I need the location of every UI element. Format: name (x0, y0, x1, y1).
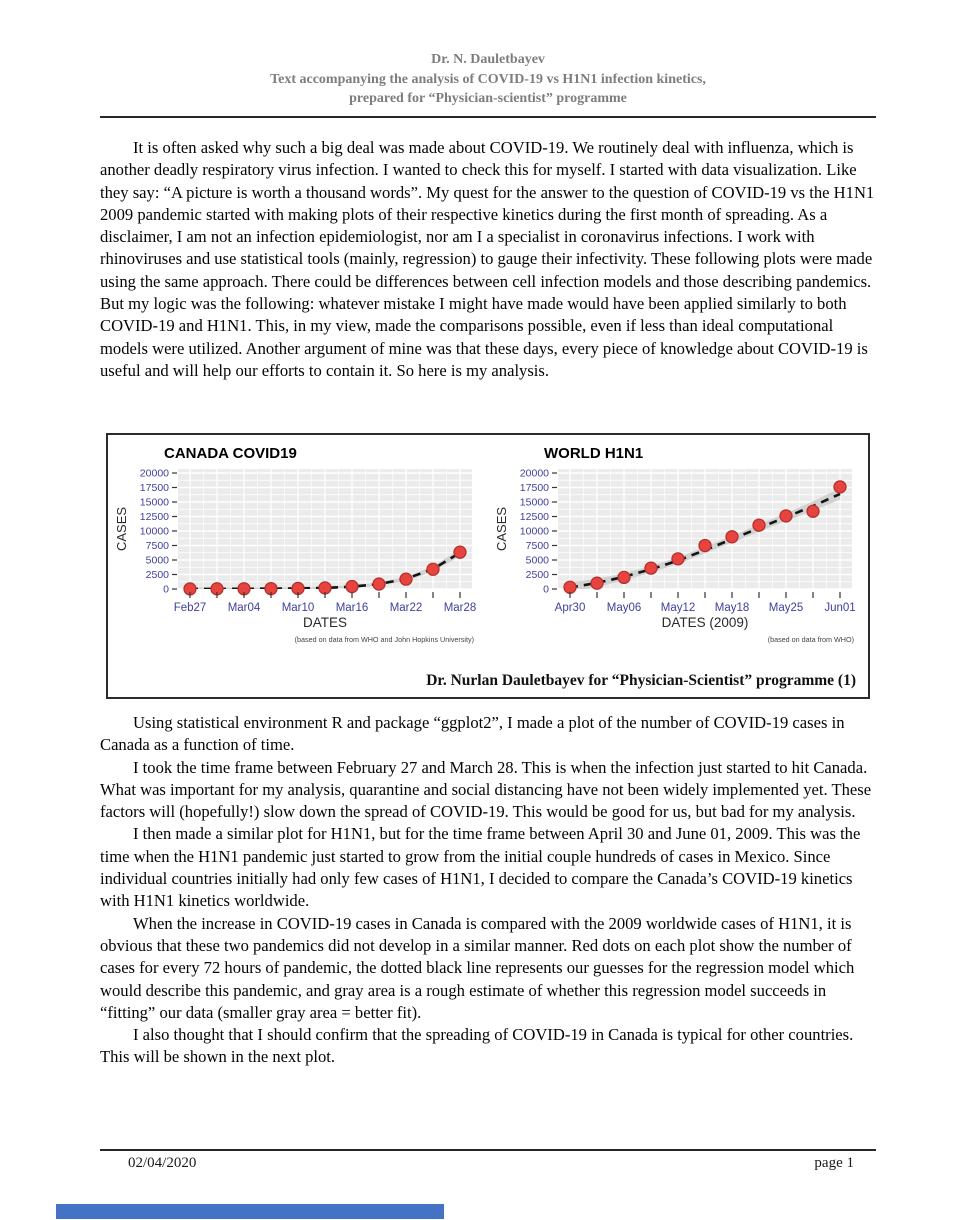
data-point (645, 562, 657, 574)
y-tick-label: 12500 (519, 511, 549, 523)
figure-box (106, 433, 870, 699)
chart-canada-covid19 (114, 443, 482, 656)
paragraph: It is often asked why such a big deal was made about COVID-19. We routinely deal with influenza, which is another deadly respiratory virus infection. I wanted to check this for myself. I started with data visualization. Like they say: “A picture is worth a thousand words”. My quest for the answer to the question of COVID-19 vs the H1N1 2009 pandemic started with making plots of their respective kinetics during the first month of spreading. As a disclaimer, I am not an infection epidemiologist, nor am I a specialist in coronavirus infections. I work with rhinoviruses and use statistical tools (mainly, regression) to gauge their infectivity. These following plots were made using the same approach. There could be differences between cell infection models and those describing pandemics. But my logic was the following: whatever mistake I might have made would have been applied similarly to both COVID-19 and H1N1. This, in my view, made the comparisons possible, even if less than ideal computational models were utilized. Another argument of mine was that these days, every piece of knowledge about COVID-19 is useful and will help our efforts to contain it. So here is my analysis. (100, 138, 875, 380)
paragraph: Using statistical environment R and package “ggplot2”, I made a plot of the number of COVID-19 cases in Canada as a function of time. (100, 713, 845, 755)
source-note: (based on data from WHO and John Hopkins University) (294, 635, 474, 644)
document-footer (100, 1155, 876, 1172)
header-title: Text accompanying the analysis of COVID-19 vs H1N1 infection kinetics, (270, 71, 706, 87)
y-tick-label: 20000 (139, 467, 169, 480)
data-point (672, 553, 684, 565)
y-tick-label: 15000 (519, 496, 549, 509)
y-tick-label: 10000 (519, 525, 549, 538)
data-point (699, 540, 711, 552)
chart-world-h1n1 (494, 443, 862, 656)
footer-date: 02/04/2020 (128, 1155, 197, 1171)
y-axis-title: CASES (114, 506, 129, 552)
data-point (780, 510, 792, 522)
source-note: (based on data from WHO) (767, 635, 854, 644)
data-point (618, 571, 630, 583)
data-point (373, 578, 385, 590)
body-text-intro (100, 137, 879, 382)
data-point (400, 573, 412, 585)
x-tick-label: May06 (606, 602, 642, 614)
y-tick-label: 10000 (139, 525, 169, 538)
data-point (807, 505, 819, 517)
y-tick-label: 0 (543, 583, 549, 596)
y-tick-label: 20000 (519, 467, 549, 480)
y-tick-label: 2500 (525, 569, 549, 581)
y-tick-label: 17500 (139, 482, 169, 494)
next-page-content-strip (56, 1204, 444, 1219)
chart-world-h1n1 (494, 443, 862, 651)
y-tick-label: 7500 (145, 540, 169, 552)
x-tick-label: Mar10 (281, 602, 315, 614)
body-text-discussion (100, 712, 879, 1069)
x-tick-label: Jun01 (824, 602, 856, 614)
data-point (753, 519, 765, 531)
y-tick-label: 0 (163, 583, 169, 596)
data-point (346, 581, 358, 593)
figure-caption: Dr. Nurlan Dauletbayev for “Physician-Scientist” programme (1) (426, 672, 856, 689)
y-tick-label: 12500 (139, 511, 169, 523)
data-point (834, 481, 846, 493)
y-axis-title: CASES (494, 506, 509, 552)
x-tick-label: Apr30 (554, 602, 586, 614)
chart-title: CANADA COVID19 (164, 445, 297, 462)
y-tick-label: 5000 (145, 554, 169, 567)
data-point (454, 546, 466, 558)
paragraph: When the increase in COVID-19 cases in Canada is compared with the 2009 worldwide cases of H1N1, it is obvious that these two pandemics did not develop in a similar manner. Red dots on each plot show the number of cases for every 72 hours of pandemic, the dotted black line represents our guesses for the regression model which would describe this pandemic, and gray area is a rough estimate of whether this regression model succeeds in “fitting” our data (smaller gray area = better fit). (100, 913, 855, 1022)
y-tick-label: 15000 (139, 496, 169, 509)
y-tick-label: 5000 (525, 554, 549, 567)
x-tick-label: Mar22 (389, 602, 423, 614)
x-tick-label: Mar28 (443, 602, 477, 614)
x-tick-label: May25 (768, 602, 804, 614)
x-tick-label: May12 (660, 602, 696, 614)
y-tick-label: 2500 (145, 569, 169, 581)
paragraph: I also thought that I should confirm that the spreading of COVID-19 in Canada is typical for other countries. This will be shown in the next plot. (100, 1025, 854, 1067)
x-tick-label: Mar04 (227, 602, 261, 614)
data-point (564, 581, 576, 593)
data-point (726, 531, 738, 543)
x-tick-label: Feb27 (173, 602, 207, 614)
x-axis-title: DATES (302, 615, 348, 630)
x-axis-title: DATES (2009) (661, 615, 749, 630)
data-point (427, 563, 439, 575)
header-subtitle: prepared for “Physician-scientist” programme (349, 91, 627, 106)
chart-title: WORLD H1N1 (544, 445, 644, 462)
chart-canada-covid19 (114, 443, 482, 651)
header-author: Dr. N. Dauletbayev (431, 52, 545, 67)
x-tick-label: May18 (714, 602, 750, 614)
document-header (100, 50, 876, 118)
footer-rule (100, 1149, 876, 1151)
y-tick-label: 7500 (525, 540, 549, 552)
charts-row (108, 435, 868, 656)
paragraph: I then made a similar plot for H1N1, but for the time frame between April 30 and June 01, 2009. This was the time when the H1N1 pandemic just started to grow from the initial couple hundreds of cases in Mexico. Since individual countries initially had only few cases of H1N1, I decided to compare the Canada’s COVID-19 kinetics with H1N1 kinetics worldwide. (100, 824, 861, 911)
y-tick-label: 17500 (519, 482, 549, 494)
footer-page-number: page 1 (814, 1155, 854, 1171)
data-point (591, 577, 603, 589)
paragraph: I took the time frame between February 27 and March 28. This is when the infection just started to hit Canada. What was important for my analysis, quarantine and social distancing have not been widely implemented yet. These factors will (hopefully!) slow down the spread of COVID-19. This would be good for us, but bad for my analysis. (100, 757, 872, 822)
x-tick-label: Mar16 (335, 602, 369, 614)
